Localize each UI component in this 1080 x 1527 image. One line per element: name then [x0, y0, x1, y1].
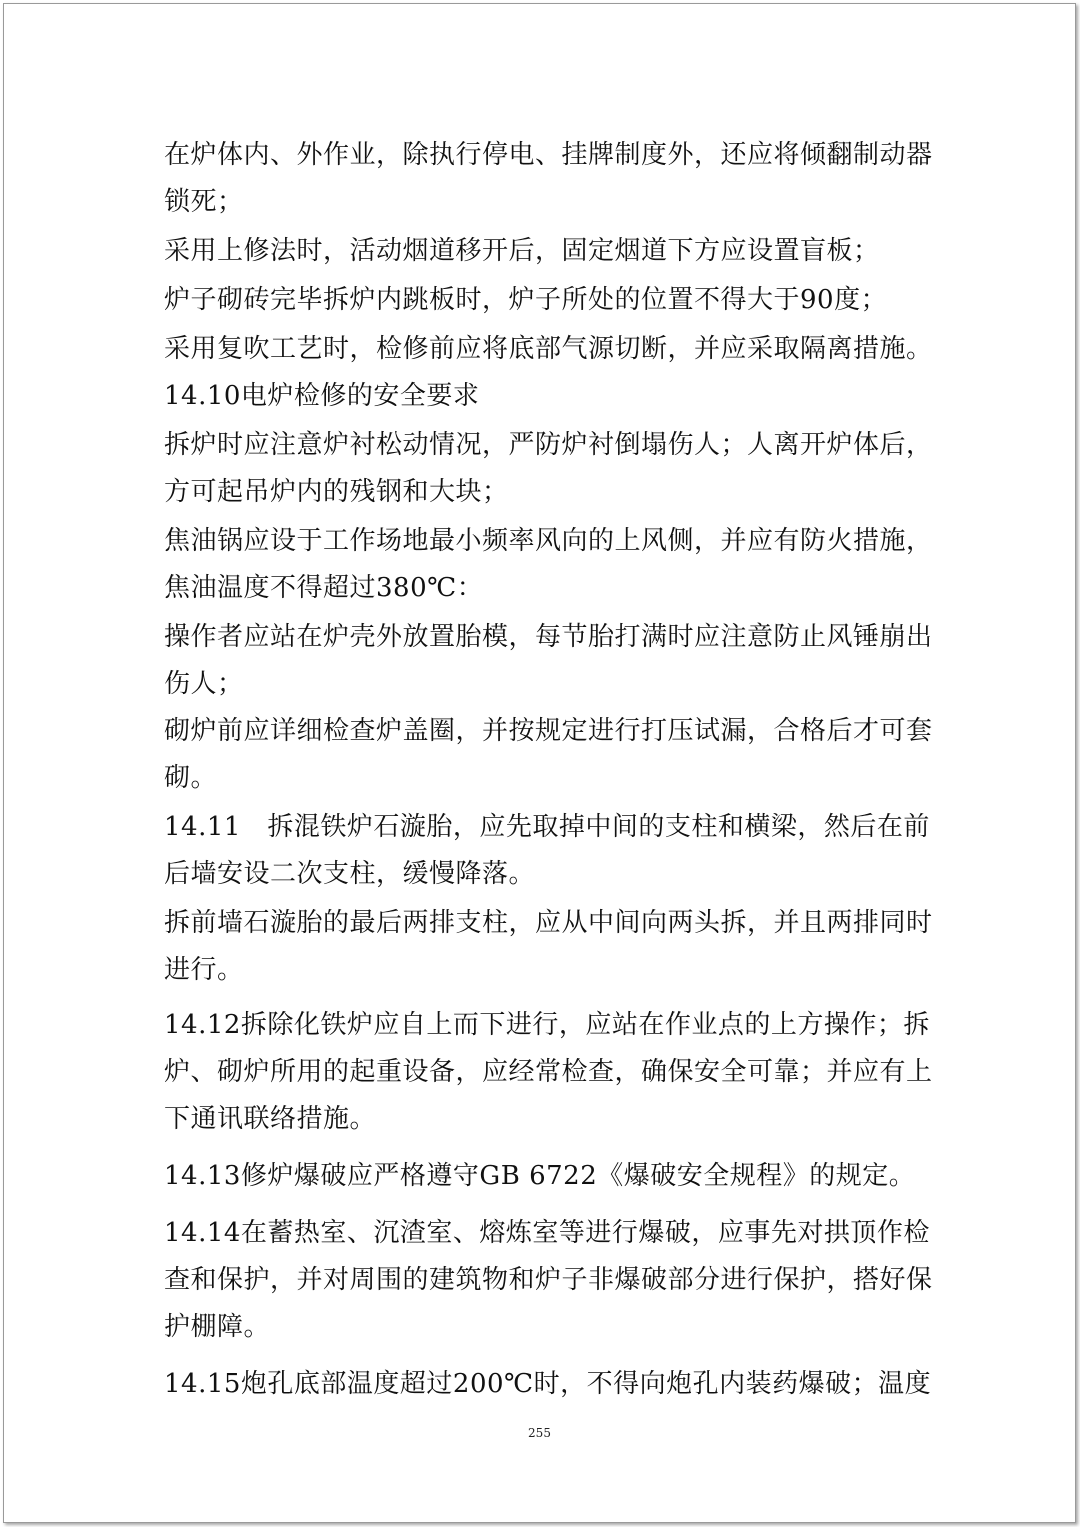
paragraph-blind-plate: 采用上修法时，活动烟道移开后，固定烟道下方应设置盲板；	[164, 236, 880, 266]
paragraph-lining-collapse: 拆炉时应注意炉衬松动情况，严防炉衬倒塌伤人；人离开炉体后，方可起吊炉内的残钢和大块；	[164, 430, 933, 507]
paragraph-lock-tilting-brake: 在炉体内、外作业，除执行停电、挂牌制度外，还应将倾翻制动器锁死；	[164, 140, 933, 217]
section-14-14: 14.14在蓄热室、沉渣室、熔炼室等进行爆破，应事先对拱顶作检查和保护，并对周围的建筑物和炉子非爆破部分进行保护，搭好保护棚障。	[164, 1218, 933, 1342]
section-14-15: 14.15炮孔底部温度超过200℃时，不得向炮孔内装药爆破；温度	[164, 1369, 932, 1399]
paragraph-lid-ring-check: 砌炉前应详细检查炉盖圈，并按规定进行打压试漏，合格后才可套砌。	[164, 716, 933, 793]
paragraph-combined-blowing: 采用复吹工艺时，检修前应将底部气源切断，并应采取隔离措施。	[164, 334, 933, 364]
document-page	[3, 3, 1076, 1523]
paragraph-front-wall-supports: 拆前墙石漩胎的最后两排支柱，应从中间向两头拆，并且两排同时进行。	[164, 908, 933, 985]
paragraph-furnace-angle: 炉子砌砖完毕拆炉内跳板时，炉子所处的位置不得大于90度；	[164, 285, 888, 315]
section-14-11: 14.11 拆混铁炉石漩胎，应先取掉中间的支柱和横梁，然后在前后墙安设二次支柱，缓慢降落。	[164, 812, 930, 889]
section-14-12: 14.12拆除化铁炉应自上而下进行，应站在作业点的上方操作；拆炉、砌炉所用的起重设备，应经常检查，确保安全可靠；并应有上下通讯联络措施。	[164, 1010, 933, 1134]
page-body	[164, 132, 934, 1408]
section-heading-14-10: 14.10电炉检修的安全要求	[164, 381, 480, 411]
paragraph-tar-pot: 焦油锅应设于工作场地最小频率风向的上风侧，并应有防火措施，焦油温度不得超过380℃：	[164, 526, 933, 603]
page-number: 255	[528, 1426, 551, 1440]
section-14-13: 14.13修炉爆破应严格遵守GB 6722《爆破安全规程》的规定。	[164, 1161, 916, 1191]
paragraph-mold-placement: 操作者应站在炉壳外放置胎模，每节胎打满时应注意防止风锤崩出伤人；	[164, 622, 933, 699]
